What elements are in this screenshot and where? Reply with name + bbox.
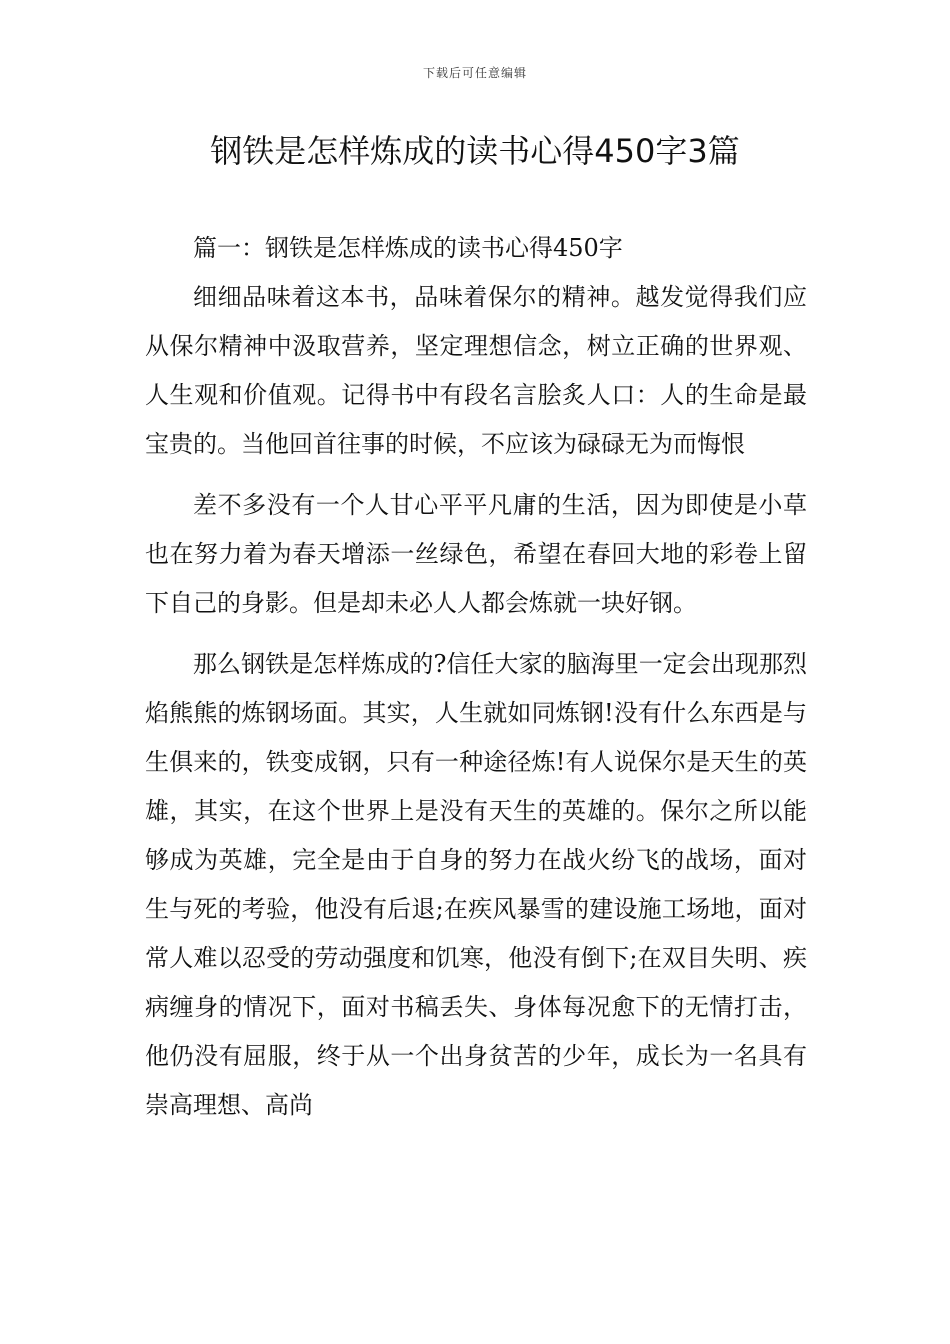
paragraph: 细细品味着这本书，品味着保尔的精神。越发觉得我们应从保尔精神中汲取营养，坚定理想信念，树立正确的世界观、人生观和价值观。记得书中有段名言脍炙人口：人的生命是最宝贵的。当他回首往事的时候，不应该为碌碌无为而悔恨: [145, 283, 807, 458]
section-heading: 篇一：钢铁是怎样炼成的读书心得450字: [193, 234, 623, 262]
document-body: [145, 224, 807, 1130]
header-note: 下载后可任意编辑: [422, 66, 527, 80]
document-title: 钢铁是怎样炼成的读书心得450字3篇: [210, 132, 740, 170]
paragraph: 那么钢铁是怎样炼成的?信任大家的脑海里一定会出现那烈焰熊熊的炼钢场面。其实，人生就如同炼钢!没有什么东西是与生俱来的，铁变成钢，只有一种途径炼!有人说保尔是天生的英雄，其实，在这个世界上是没有天生的英雄的。保尔之所以能够成为英雄，完全是由于自身的努力在战火纷飞的战场，面对生与死的考验，他没有后退;在疾风暴雪的建设施工场地，面对常人难以忍受的劳动强度和饥寒，他没有倒下;在双目失明、疾病缠身的情况下，面对书稿丢失、身体每况愈下的无情打击，他仍没有屈服，终于从一个出身贫苦的少年，成长为一名具有崇高理想、高尚: [145, 650, 807, 1119]
paragraph: 差不多没有一个人甘心平平凡庸的生活，因为即使是小草也在努力着为春天增添一丝绿色，希望在春回大地的彩卷上留下自己的身影。但是却未必人人都会炼就一块好钢。: [145, 491, 807, 617]
